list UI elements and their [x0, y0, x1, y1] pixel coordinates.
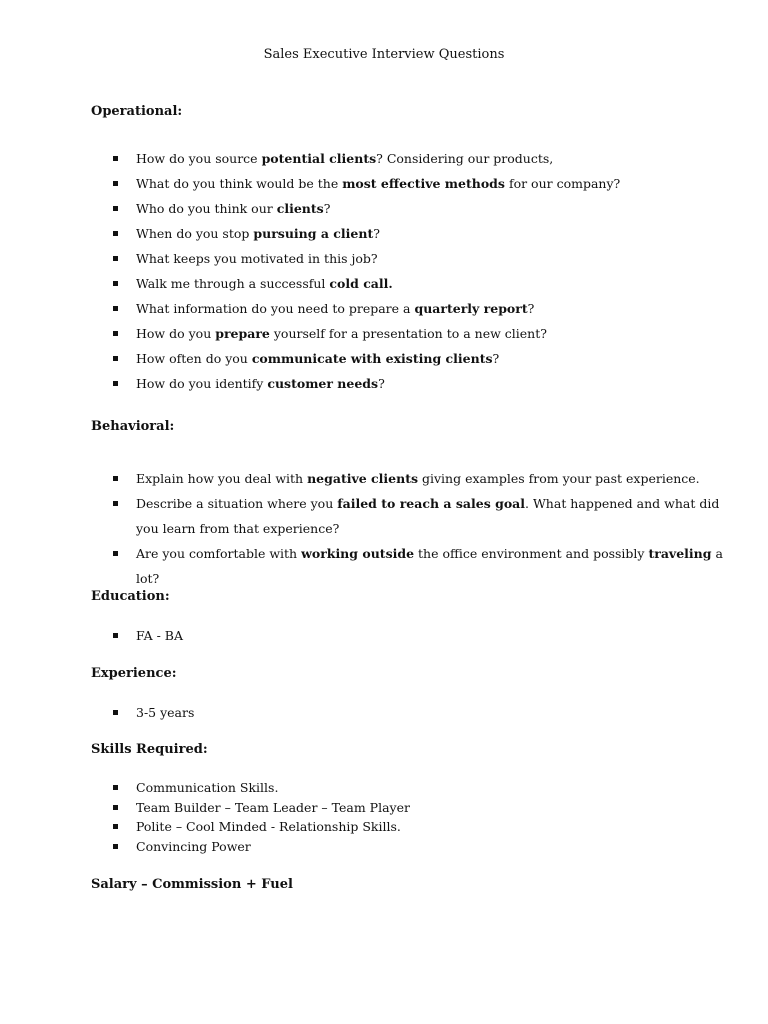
bullet-icon [113, 551, 118, 556]
list-item: What keeps you motivated in this job? [0, 246, 768, 271]
list-item: Describe a situation where you failed to reach a sales goal. What happened and what did you learn from that experience? [0, 491, 768, 541]
education-list [0, 623, 768, 648]
list-item: Walk me through a successful cold call. [0, 271, 768, 296]
bullet-icon [113, 844, 118, 849]
bullet-icon [113, 281, 118, 286]
list-item: Convincing Power [0, 837, 768, 857]
list-item: Explain how you deal with negative clients giving examples from your past experience. [0, 466, 768, 491]
bullet-icon [113, 501, 118, 506]
list-item: Team Builder – Team Leader – Team Player [0, 798, 768, 818]
bullet-icon [113, 181, 118, 186]
document-title: Sales Executive Interview Questions [263, 47, 505, 62]
behavioral-list [0, 466, 768, 591]
list-item: Who do you think our clients? [0, 196, 768, 221]
list-item: Are you comfortable with working outside the office environment and possibly traveling a lot? [0, 541, 768, 591]
list-item: How do you prepare yourself for a presentation to a new client? [0, 321, 768, 346]
bullet-icon [113, 156, 118, 161]
bullet-icon [113, 633, 118, 638]
operational-list [0, 146, 768, 396]
list-item: How often do you communicate with existing clients? [0, 346, 768, 371]
list-item: 3-5 years [0, 700, 768, 725]
list-item: When do you stop pursuing a client? [0, 221, 768, 246]
list-item: FA - BA [0, 623, 768, 648]
bullet-icon [113, 256, 118, 261]
list-item: How do you identify customer needs? [0, 371, 768, 396]
bullet-icon [113, 805, 118, 810]
skills-heading: Skills Required: [91, 742, 208, 757]
salary-line: Salary – Commission + Fuel [91, 877, 293, 892]
bullet-icon [113, 824, 118, 829]
bullet-icon [113, 231, 118, 236]
experience-heading: Experience: [91, 666, 177, 681]
list-item: What information do you need to prepare a quarterly report? [0, 296, 768, 321]
education-heading: Education: [91, 589, 170, 604]
bullet-icon [113, 356, 118, 361]
bullet-icon [113, 381, 118, 386]
list-item: Communication Skills. [0, 778, 768, 798]
list-item: Polite – Cool Minded - Relationship Skills. [0, 817, 768, 837]
bullet-icon [113, 306, 118, 311]
list-item: How do you source potential clients? Considering our products, [0, 146, 768, 171]
bullet-icon [113, 331, 118, 336]
list-item: What do you think would be the most effective methods for our company? [0, 171, 768, 196]
bullet-icon [113, 206, 118, 211]
bullet-icon [113, 476, 118, 481]
bullet-icon [113, 710, 118, 715]
operational-heading: Operational: [91, 104, 183, 119]
skills-list [0, 778, 768, 856]
behavioral-heading: Behavioral: [91, 419, 175, 434]
experience-list [0, 700, 768, 725]
bullet-icon [113, 785, 118, 790]
